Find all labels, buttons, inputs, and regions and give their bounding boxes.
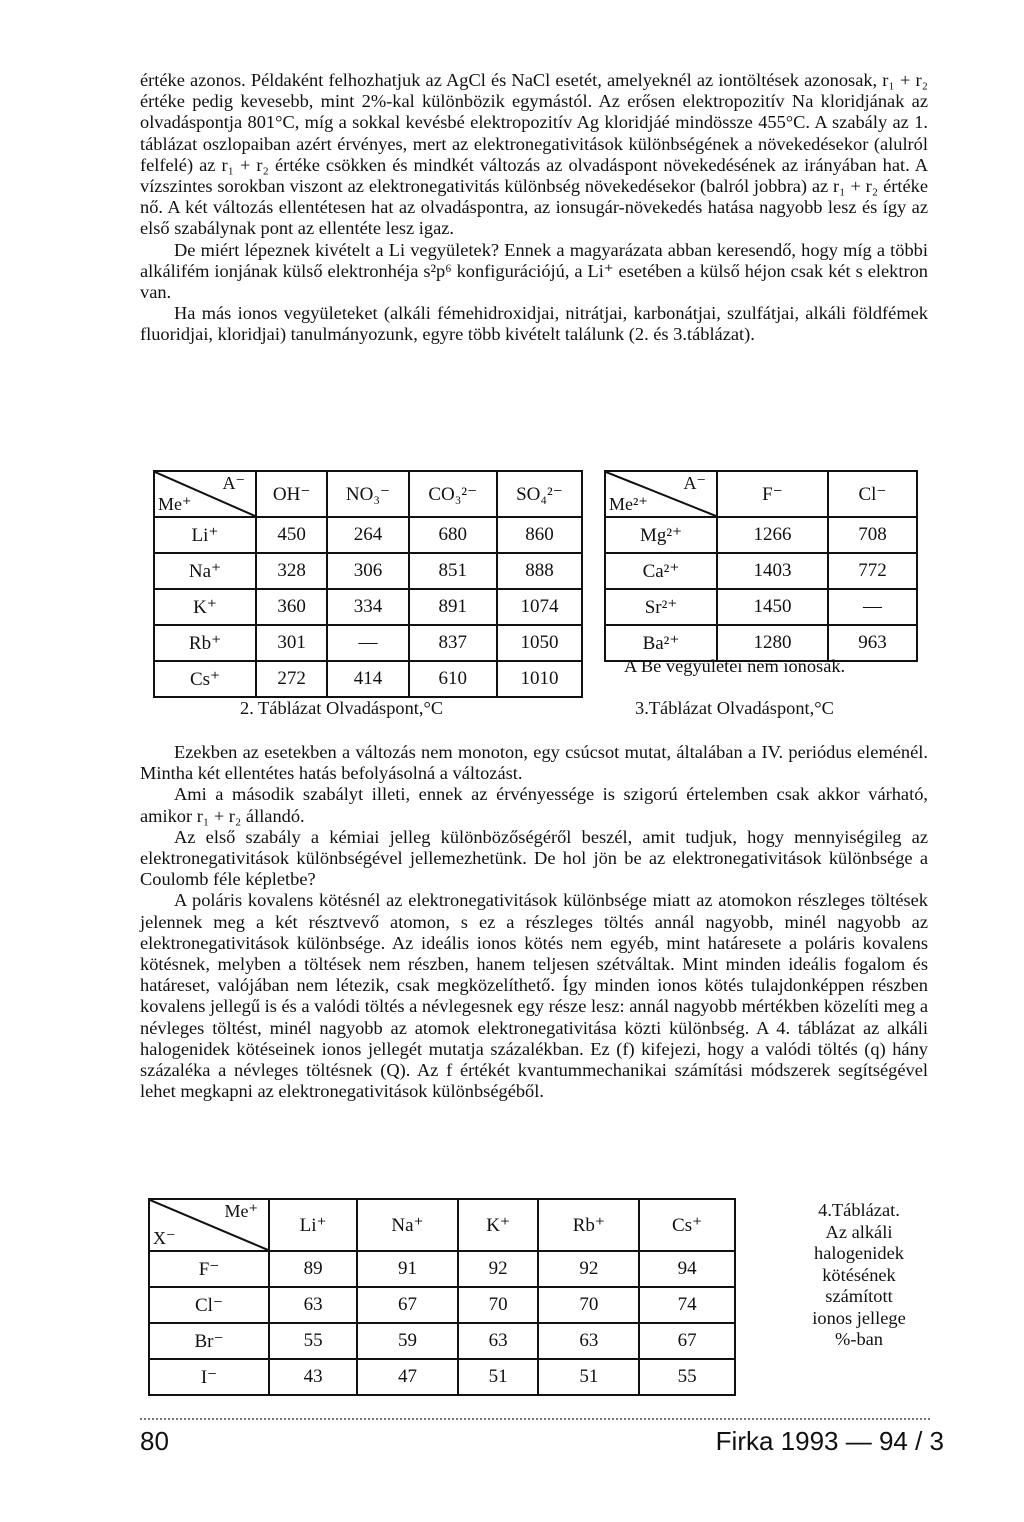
table-cell: 70	[538, 1287, 639, 1323]
table-row	[154, 553, 582, 589]
table-cell: 51	[458, 1359, 539, 1395]
table-cell: 67	[357, 1287, 458, 1323]
table-3-note: A Be vegyületei nem ionosak.	[624, 656, 846, 676]
table-cell: 1050	[497, 625, 582, 661]
paragraph: Ha más ionos vegyületeket (alkáli fémehidroxidjai, nitrátjai, karbonátjai, szulfátjai, alkáli földfémek fluoridjai, kloridjai) tanulmányozunk, egyre több kivételt találunk (2. és 3.táblázat).	[140, 303, 928, 345]
table-4-caption	[796, 1200, 922, 1351]
column-header: F⁻	[717, 471, 828, 517]
table-cell: 47	[357, 1359, 458, 1395]
table-cell: 92	[538, 1251, 639, 1287]
table-cell: —	[828, 589, 917, 625]
caption-line: 4.Táblázat.	[818, 1200, 900, 1220]
column-header: K⁺	[458, 1199, 539, 1251]
row-label: Li⁺	[154, 517, 256, 553]
caption-line: Az alkáli	[825, 1221, 893, 1242]
footer-divider	[140, 1418, 930, 1420]
table-corner	[154, 471, 256, 517]
table-cell: 450	[256, 517, 327, 553]
table-row	[154, 517, 582, 553]
table-row	[605, 517, 917, 553]
table-cell: 1280	[717, 625, 828, 661]
corner-bottom-label: Me²⁺	[609, 494, 648, 514]
table-cell: 264	[327, 517, 408, 553]
row-label: Cs⁺	[154, 661, 256, 697]
table-cell: 328	[256, 553, 327, 589]
paragraph: A poláris kovalens kötésnél az elektronegativitások különbsége miatt az atomokon részleges töltések jelennek meg a két résztvevő atomon, s ez a részleges töltés annál nagyobb, minél nagyobb az elektronegativitások különbsége. Az ideális ionos kötés nem egyéb, mint határesete a poláris kovalens kötésnek, melyben a töltések nem részben, hanem teljesen szétváltak. Mint minden ideális fogalom és határeset, valójában nem létezik, csak megközelíthető. Így minden ionos kötés tulajdonképpen részben kovalens jellegű is és a valódi töltés a névlegesnek egy része lesz: annál nagyobb mértékben közelíti meg a névleges töltést, minél nagyobb az atomok elektronegativitása közti különbség. A 4. táblázat az alkáli halogenidek kötéseinek ionos jellegét mutatja százalékban. Ez (f) kifejezi, hogy a valódi töltés (q) hány százaléka a névleges töltésnek (Q). Az f értékét kvantummechanikai számítási módszerek segítségével lehet megkapni az elektronegativitások különbségéből.	[140, 890, 928, 1102]
table-cell: 1403	[717, 553, 828, 589]
caption-line: kötésének	[822, 1264, 896, 1285]
table-cell: 772	[828, 553, 917, 589]
corner-bottom-label: X⁻	[153, 1228, 176, 1248]
table-cell: 74	[639, 1287, 735, 1323]
caption-line: számított	[825, 1286, 893, 1306]
table-cell: 1266	[717, 517, 828, 553]
text-block-bottom	[140, 742, 928, 1102]
table-row	[149, 1251, 735, 1287]
paragraph: Ezekben az esetekben a változás nem monoton, egy csúcsot mutat, általában a IV. periódus eleménél. Mintha két ellentétes hatás befolyásolná a változást.	[140, 742, 928, 784]
row-label: K⁺	[154, 589, 256, 625]
row-label: Mg²⁺	[605, 517, 717, 553]
corner-top-label: A⁻	[683, 473, 706, 493]
table-cell: —	[327, 625, 408, 661]
table-cell: 851	[409, 553, 497, 589]
page-number: 80	[140, 1426, 169, 1456]
row-label: Ba²⁺	[605, 625, 717, 661]
table-cell: 63	[458, 1323, 539, 1359]
table-cell: 55	[639, 1359, 735, 1395]
column-header: Li⁺	[269, 1199, 357, 1251]
table-cell: 272	[256, 661, 327, 697]
column-header: SO₄²⁻	[497, 471, 582, 517]
table-cell: 67	[639, 1323, 735, 1359]
row-label: Sr²⁺	[605, 589, 717, 625]
journal-reference: Firka 1993 — 94 / 3	[715, 1426, 944, 1456]
table-cell: 89	[269, 1251, 357, 1287]
table-cell: 891	[409, 589, 497, 625]
table-corner	[149, 1199, 269, 1251]
table-cell: 51	[538, 1359, 639, 1395]
table-2-caption: 2. Táblázat Olvadáspont,°C	[240, 698, 444, 718]
table-4	[148, 1198, 736, 1396]
table-2	[153, 470, 583, 698]
table-cell: 63	[538, 1323, 639, 1359]
row-label: Cl⁻	[149, 1287, 269, 1323]
paragraph: értéke azonos. Példaként felhozhatjuk az AgCl és NaCl esetét, amelyeknél az iontöltések azonosak, r₁ + r₂ értéke pedig kevesebb, mint 2%-kal különbözik egymástól. Az erősen elektropozitív Na kloridjának az olvadáspontja 801°C, míg a sokkal kevésbé elektropozitív Ag kloridjáé mindössze 455°C. A szabály az 1. táblázat oszlopaiban azért érvényes, mert az elektronegativitások különbségének a növekedésekor (alulról felfelé) az r₁ + r₂ értéke csökken és mindkét változás az olvadáspont növekedésének az irányában hat. A vízszintes sorokban viszont az elektronegativitás különbség növekedésekor (balról jobbra) az r₁ + r₂ értéke nő. A két változás ellentétesen hat az olvadáspontra, az ionsugár-növekedés hatása nagyobb lesz és így az első szabálynak pont az ellentéte lesz igaz.	[140, 70, 928, 239]
table-cell: 70	[458, 1287, 539, 1323]
column-header: Cl⁻	[828, 471, 917, 517]
row-label: I⁻	[149, 1359, 269, 1395]
paragraph: De miért lépeznek kivételt a Li vegyületek? Ennek a magyarázata abban keresendő, hogy míg a többi alkálifém ionjának külső elektronhéja s²p⁶ konfigurációjú, a Li⁺ esetében a külső héjon csak két s elektron van.	[140, 239, 928, 303]
table-cell: 860	[497, 517, 582, 553]
table-row	[149, 1287, 735, 1323]
table-cell: 414	[327, 661, 408, 697]
table-row	[149, 1323, 735, 1359]
table-cell: 92	[458, 1251, 539, 1287]
caption-line: ionos jellege	[812, 1307, 906, 1328]
table-cell: 301	[256, 625, 327, 661]
caption-line: halogenidek	[814, 1243, 904, 1263]
column-header: Cs⁺	[639, 1199, 735, 1251]
table-cell: 63	[269, 1287, 357, 1323]
table-row	[605, 589, 917, 625]
table-cell: 888	[497, 553, 582, 589]
row-label: Rb⁺	[154, 625, 256, 661]
table-row	[154, 661, 582, 697]
column-header: Na⁺	[357, 1199, 458, 1251]
table-cell: 55	[269, 1323, 357, 1359]
table-cell: 1450	[717, 589, 828, 625]
corner-top-label: A⁻	[222, 473, 245, 493]
table-corner	[605, 471, 717, 517]
table-cell: 708	[828, 517, 917, 553]
table-cell: 1010	[497, 661, 582, 697]
table-cell: 59	[357, 1323, 458, 1359]
paragraph: Az első szabály a kémiai jelleg különbözőségéről beszél, amit tudjuk, hogy mennyiségileg az elektronegativitások különbségével jellemezhetünk. De hol jön be az elektronegativitások különbsége a Coulomb féle képletbe?	[140, 826, 928, 890]
column-header: NO₃⁻	[327, 471, 408, 517]
corner-top-label: Me⁺	[224, 1201, 258, 1221]
table-3	[604, 470, 918, 662]
table-cell: 610	[409, 661, 497, 697]
row-label: Ca²⁺	[605, 553, 717, 589]
column-header: OH⁻	[256, 471, 327, 517]
caption-line: %-ban	[835, 1329, 883, 1349]
paragraph: Ami a második szabályt illeti, ennek az érvényessége is szigorú értelemben csak akkor várható, amikor r₁ + r₂ állandó.	[140, 784, 928, 826]
table-row	[149, 1359, 735, 1395]
row-label: Br⁻	[149, 1323, 269, 1359]
table-cell: 94	[639, 1251, 735, 1287]
corner-bottom-label: Me⁺	[158, 494, 192, 514]
table-cell: 91	[357, 1251, 458, 1287]
table-cell: 680	[409, 517, 497, 553]
table-cell: 334	[327, 589, 408, 625]
table-3-caption: 3.Táblázat Olvadáspont,°C	[635, 698, 834, 718]
column-header: CO₃²⁻	[409, 471, 497, 517]
text-block-top	[140, 70, 928, 346]
table-cell: 963	[828, 625, 917, 661]
table-cell: 306	[327, 553, 408, 589]
column-header: Rb⁺	[538, 1199, 639, 1251]
table-cell: 360	[256, 589, 327, 625]
table-row	[154, 625, 582, 661]
table-cell: 1074	[497, 589, 582, 625]
table-row	[154, 589, 582, 625]
table-cell: 837	[409, 625, 497, 661]
row-label: Na⁺	[154, 553, 256, 589]
table-cell: 43	[269, 1359, 357, 1395]
row-label: F⁻	[149, 1251, 269, 1287]
table-row	[605, 553, 917, 589]
